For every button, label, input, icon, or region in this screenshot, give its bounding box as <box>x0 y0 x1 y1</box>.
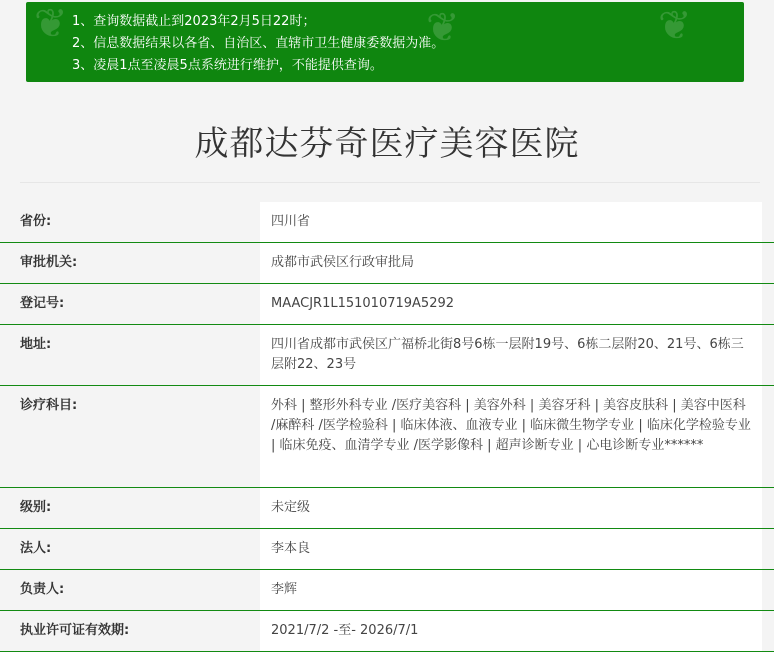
field-label: 执业许可证有效期: <box>0 611 258 651</box>
field-value: 未定级 <box>260 488 762 528</box>
field-value: 四川省 <box>260 202 762 242</box>
field-label: 省份: <box>0 202 258 242</box>
field-label: 级别: <box>0 488 258 528</box>
field-label: 审批机关: <box>0 243 258 283</box>
info-row <box>0 529 774 570</box>
notice-banner <box>26 2 744 82</box>
page-title: 成都达芬奇医疗美容医院 <box>194 124 580 164</box>
field-value: 外科 | 整形外科专业 /医疗美容科 | 美容外科 | 美容牙科 | 美容皮肤科 | 美容中医科 /麻醉科 /医学检验科 | 临床体液、血液专业 | 临床微生物学专业 | 临床化学检验专业 | 临床免疫、血清学专业 /医学影像科 | 超声诊断专业 | 心电诊断专业****** <box>260 386 762 487</box>
field-value: 2021/7/2 -至- 2026/7/1 <box>260 611 762 651</box>
info-row <box>0 243 774 284</box>
info-row <box>0 488 774 529</box>
info-row <box>0 570 774 611</box>
field-label: 诊疗科目: <box>0 386 258 487</box>
field-value: MAACJR1L151010719A5292 <box>260 284 762 324</box>
info-row <box>0 611 774 652</box>
watermark-logo-icon: ❦ <box>426 5 460 51</box>
watermark-logo-icon: ❦ <box>34 2 68 47</box>
info-row <box>0 202 774 243</box>
info-row <box>0 325 774 386</box>
info-table <box>0 202 774 652</box>
watermark-logo-icon: ❦ <box>658 3 692 49</box>
info-row <box>0 386 774 488</box>
field-label: 地址: <box>0 325 258 385</box>
field-value: 成都市武侯区行政审批局 <box>260 243 762 283</box>
field-value: 李辉 <box>260 570 762 610</box>
notice-line: 3、凌晨1点至凌晨5点系统进行维护，不能提供查询。 <box>72 58 383 73</box>
info-row <box>0 284 774 325</box>
field-label: 法人: <box>0 529 258 569</box>
notice-line: 1、查询数据截止到2023年2月5日22时； <box>72 14 316 29</box>
field-label: 登记号: <box>0 284 258 324</box>
field-value: 四川省成都市武侯区广福桥北街8号6栋一层附19号、6栋二层附20、21号、6栋三层附22、23号 <box>260 325 762 385</box>
title-divider <box>20 182 760 183</box>
field-label: 负责人: <box>0 570 258 610</box>
notice-line: 2、信息数据结果以各省、自治区、直辖市卫生健康委数据为准。 <box>72 36 445 51</box>
field-value: 李本良 <box>260 529 762 569</box>
